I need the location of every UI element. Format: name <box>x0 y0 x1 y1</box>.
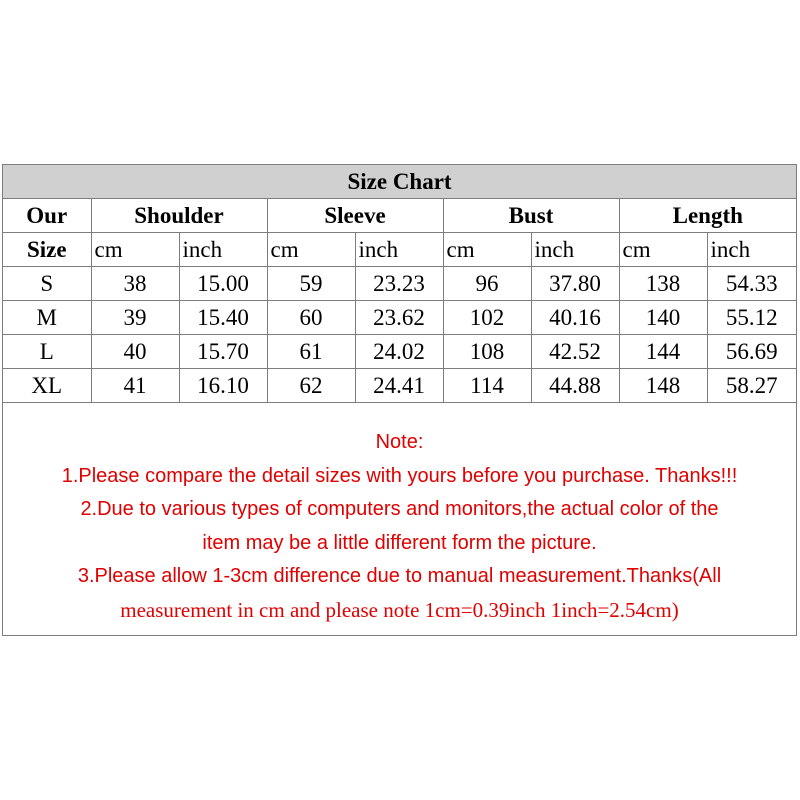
table-row <box>3 301 796 335</box>
unit-cm: cm <box>91 233 179 267</box>
table-cell: 16.10 <box>179 369 267 403</box>
sleeve-header: Sleeve <box>267 199 443 233</box>
table-cell: 61 <box>267 335 355 369</box>
table-cell: 62 <box>267 369 355 403</box>
note-line-2a: 2.Due to various types of computers and monitors,the actual color of the <box>80 498 719 520</box>
unit-header-row <box>3 233 796 267</box>
table-cell: 140 <box>619 301 707 335</box>
note-line-3b: measurement in cm and please note 1cm=0.39inch 1inch=2.54cm) <box>120 597 679 622</box>
table-cell: 102 <box>443 301 531 335</box>
size-cell: L <box>3 335 91 369</box>
table-cell: 39 <box>91 301 179 335</box>
table-cell: 114 <box>443 369 531 403</box>
size-header-bottom: Size <box>3 233 91 267</box>
note-heading: Note: <box>375 431 424 453</box>
size-table <box>3 165 796 403</box>
table-cell: 24.41 <box>355 369 443 403</box>
table-row <box>3 369 796 403</box>
note-line-3a: 3.Please allow 1-3cm difference due to manual measurement.Thanks(All <box>77 565 722 587</box>
table-cell: 58.27 <box>707 369 796 403</box>
title-row <box>3 165 796 199</box>
table-cell: 41 <box>91 369 179 403</box>
table-cell: 42.52 <box>531 335 619 369</box>
length-header: Length <box>619 199 796 233</box>
table-cell: 55.12 <box>707 301 796 335</box>
table-cell: 40.16 <box>531 301 619 335</box>
table-cell: 56.69 <box>707 335 796 369</box>
unit-cm: cm <box>267 233 355 267</box>
table-cell: 38 <box>91 267 179 301</box>
table-cell: 60 <box>267 301 355 335</box>
table-cell: 148 <box>619 369 707 403</box>
table-cell: 96 <box>443 267 531 301</box>
table-cell: 15.70 <box>179 335 267 369</box>
size-cell: XL <box>3 369 91 403</box>
size-cell: M <box>3 301 91 335</box>
table-cell: 23.62 <box>355 301 443 335</box>
bust-header: Bust <box>443 199 619 233</box>
table-cell: 108 <box>443 335 531 369</box>
table-cell: 24.02 <box>355 335 443 369</box>
table-cell: 40 <box>91 335 179 369</box>
note-line-1: 1.Please compare the detail sizes with yours before you purchase. Thanks!!! <box>61 464 738 487</box>
table-cell: 44.88 <box>531 369 619 403</box>
unit-inch: inch <box>355 233 443 267</box>
unit-cm: cm <box>619 233 707 267</box>
table-title: Size Chart <box>3 165 796 199</box>
table-cell: 15.40 <box>179 301 267 335</box>
table-cell: 37.80 <box>531 267 619 301</box>
size-header-top: Our <box>3 199 91 233</box>
size-cell: S <box>3 267 91 301</box>
unit-inch: inch <box>531 233 619 267</box>
size-chart <box>2 164 797 636</box>
table-cell: 23.23 <box>355 267 443 301</box>
unit-inch: inch <box>179 233 267 267</box>
notes-section <box>3 426 796 627</box>
table-cell: 54.33 <box>707 267 796 301</box>
note-line-2b: item may be a little different form the picture. <box>202 531 597 554</box>
table-cell: 144 <box>619 335 707 369</box>
table-cell: 59 <box>267 267 355 301</box>
group-header-row <box>3 199 796 233</box>
table-row <box>3 335 796 369</box>
unit-inch: inch <box>707 233 796 267</box>
shoulder-header: Shoulder <box>91 199 267 233</box>
table-cell: 138 <box>619 267 707 301</box>
table-cell: 15.00 <box>179 267 267 301</box>
table-row <box>3 267 796 301</box>
unit-cm: cm <box>443 233 531 267</box>
